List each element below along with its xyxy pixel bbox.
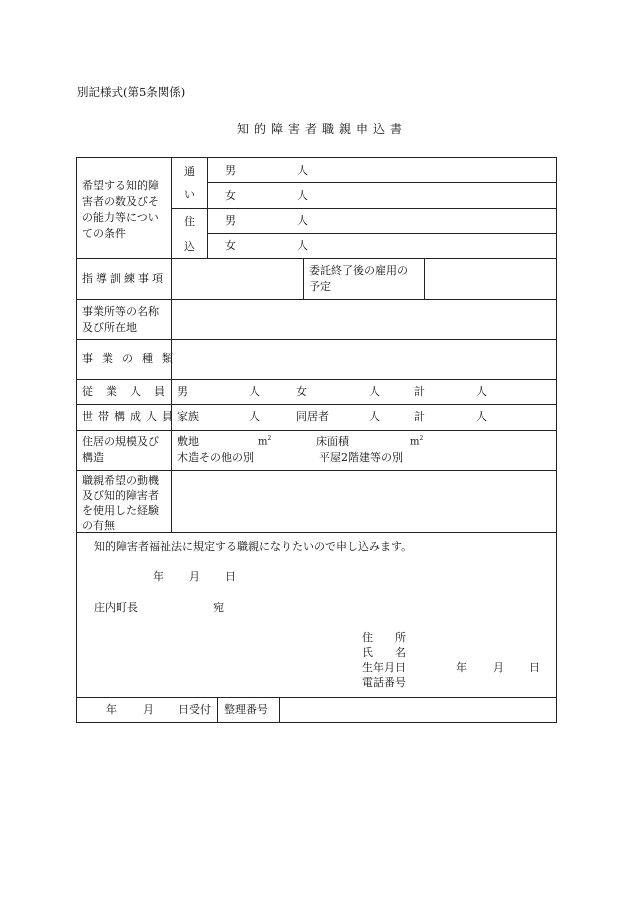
storey-type-label: 平屋2階建等の別 [319,451,403,464]
commute-female-label: 女 [225,189,236,202]
reference-number-label: 整理番号 [224,703,268,716]
employees-male-unit: 人 [249,385,260,398]
floor-area-unit: $m^2$ [410,435,424,448]
live-in-label-1: 住 [184,215,195,228]
commute-label-1: 通 [184,165,195,178]
employees-female-unit: 人 [369,385,380,398]
live-in-female-unit: 人 [297,239,308,252]
applicant-phone-label: 電話番号 [362,676,406,689]
site-area-label: 敷地 [177,435,199,448]
household-label: 世帯構成人員 [82,410,178,423]
addressee-suffix: 宛 [213,601,224,614]
employees-male-label: 男 [177,385,188,398]
live-in-male-label: 男 [225,214,236,227]
received-month-label: 月 [143,703,154,716]
received-year-label: 年 [106,703,117,716]
floor-area-label: 床面積 [316,435,349,448]
live-in-male-unit: 人 [297,214,308,227]
employees-label: 従業人員 [82,385,178,398]
applicant-address-label: 住 所 [362,631,406,644]
birth-year-label: 年 [456,661,467,674]
date-year-label: 年 [153,570,164,583]
household-cohabitant-label: 同居者 [296,410,329,423]
commute-male-label: 男 [225,164,236,177]
application-statement: 知的障害者福祉法に規定する職親になりたいので申し込みます。 [94,540,413,553]
addressee-label: 庄内町長 [94,601,138,614]
guidance-label: 指導訓練事項 [82,272,166,285]
live-in-label-2: 込 [184,240,195,253]
form-reference: 別記様式(第5条関係) [77,85,186,99]
commute-female-unit: 人 [297,189,308,202]
household-family-label: 家族 [177,410,199,423]
household-cohabitant-unit: 人 [369,410,380,423]
applicant-birthdate-label: 生年月日 [362,661,406,674]
document-title: 知的障害者職親申込書 [237,122,408,136]
employees-female-label: 女 [296,385,307,398]
commute-label-2: い [184,188,195,201]
site-area-unit: $m^2$ [258,435,272,448]
employees-total-label: 計 [414,385,425,398]
structure-type-label: 木造その他の別 [177,451,254,464]
commute-male-unit: 人 [297,164,308,177]
date-day-label: 日 [225,570,236,583]
received-day-label: 日受付 [178,703,211,716]
business-type-label: 事業の種類 [82,352,182,365]
household-family-unit: 人 [249,410,260,423]
applicant-name-label: 氏 名 [362,646,406,659]
live-in-female-label: 女 [225,239,236,252]
employees-total-unit: 人 [476,385,487,398]
date-month-label: 月 [189,570,200,583]
household-total-label: 計 [414,410,425,423]
birth-day-label: 日 [529,661,540,674]
birth-month-label: 月 [493,661,504,674]
household-total-unit: 人 [476,410,487,423]
